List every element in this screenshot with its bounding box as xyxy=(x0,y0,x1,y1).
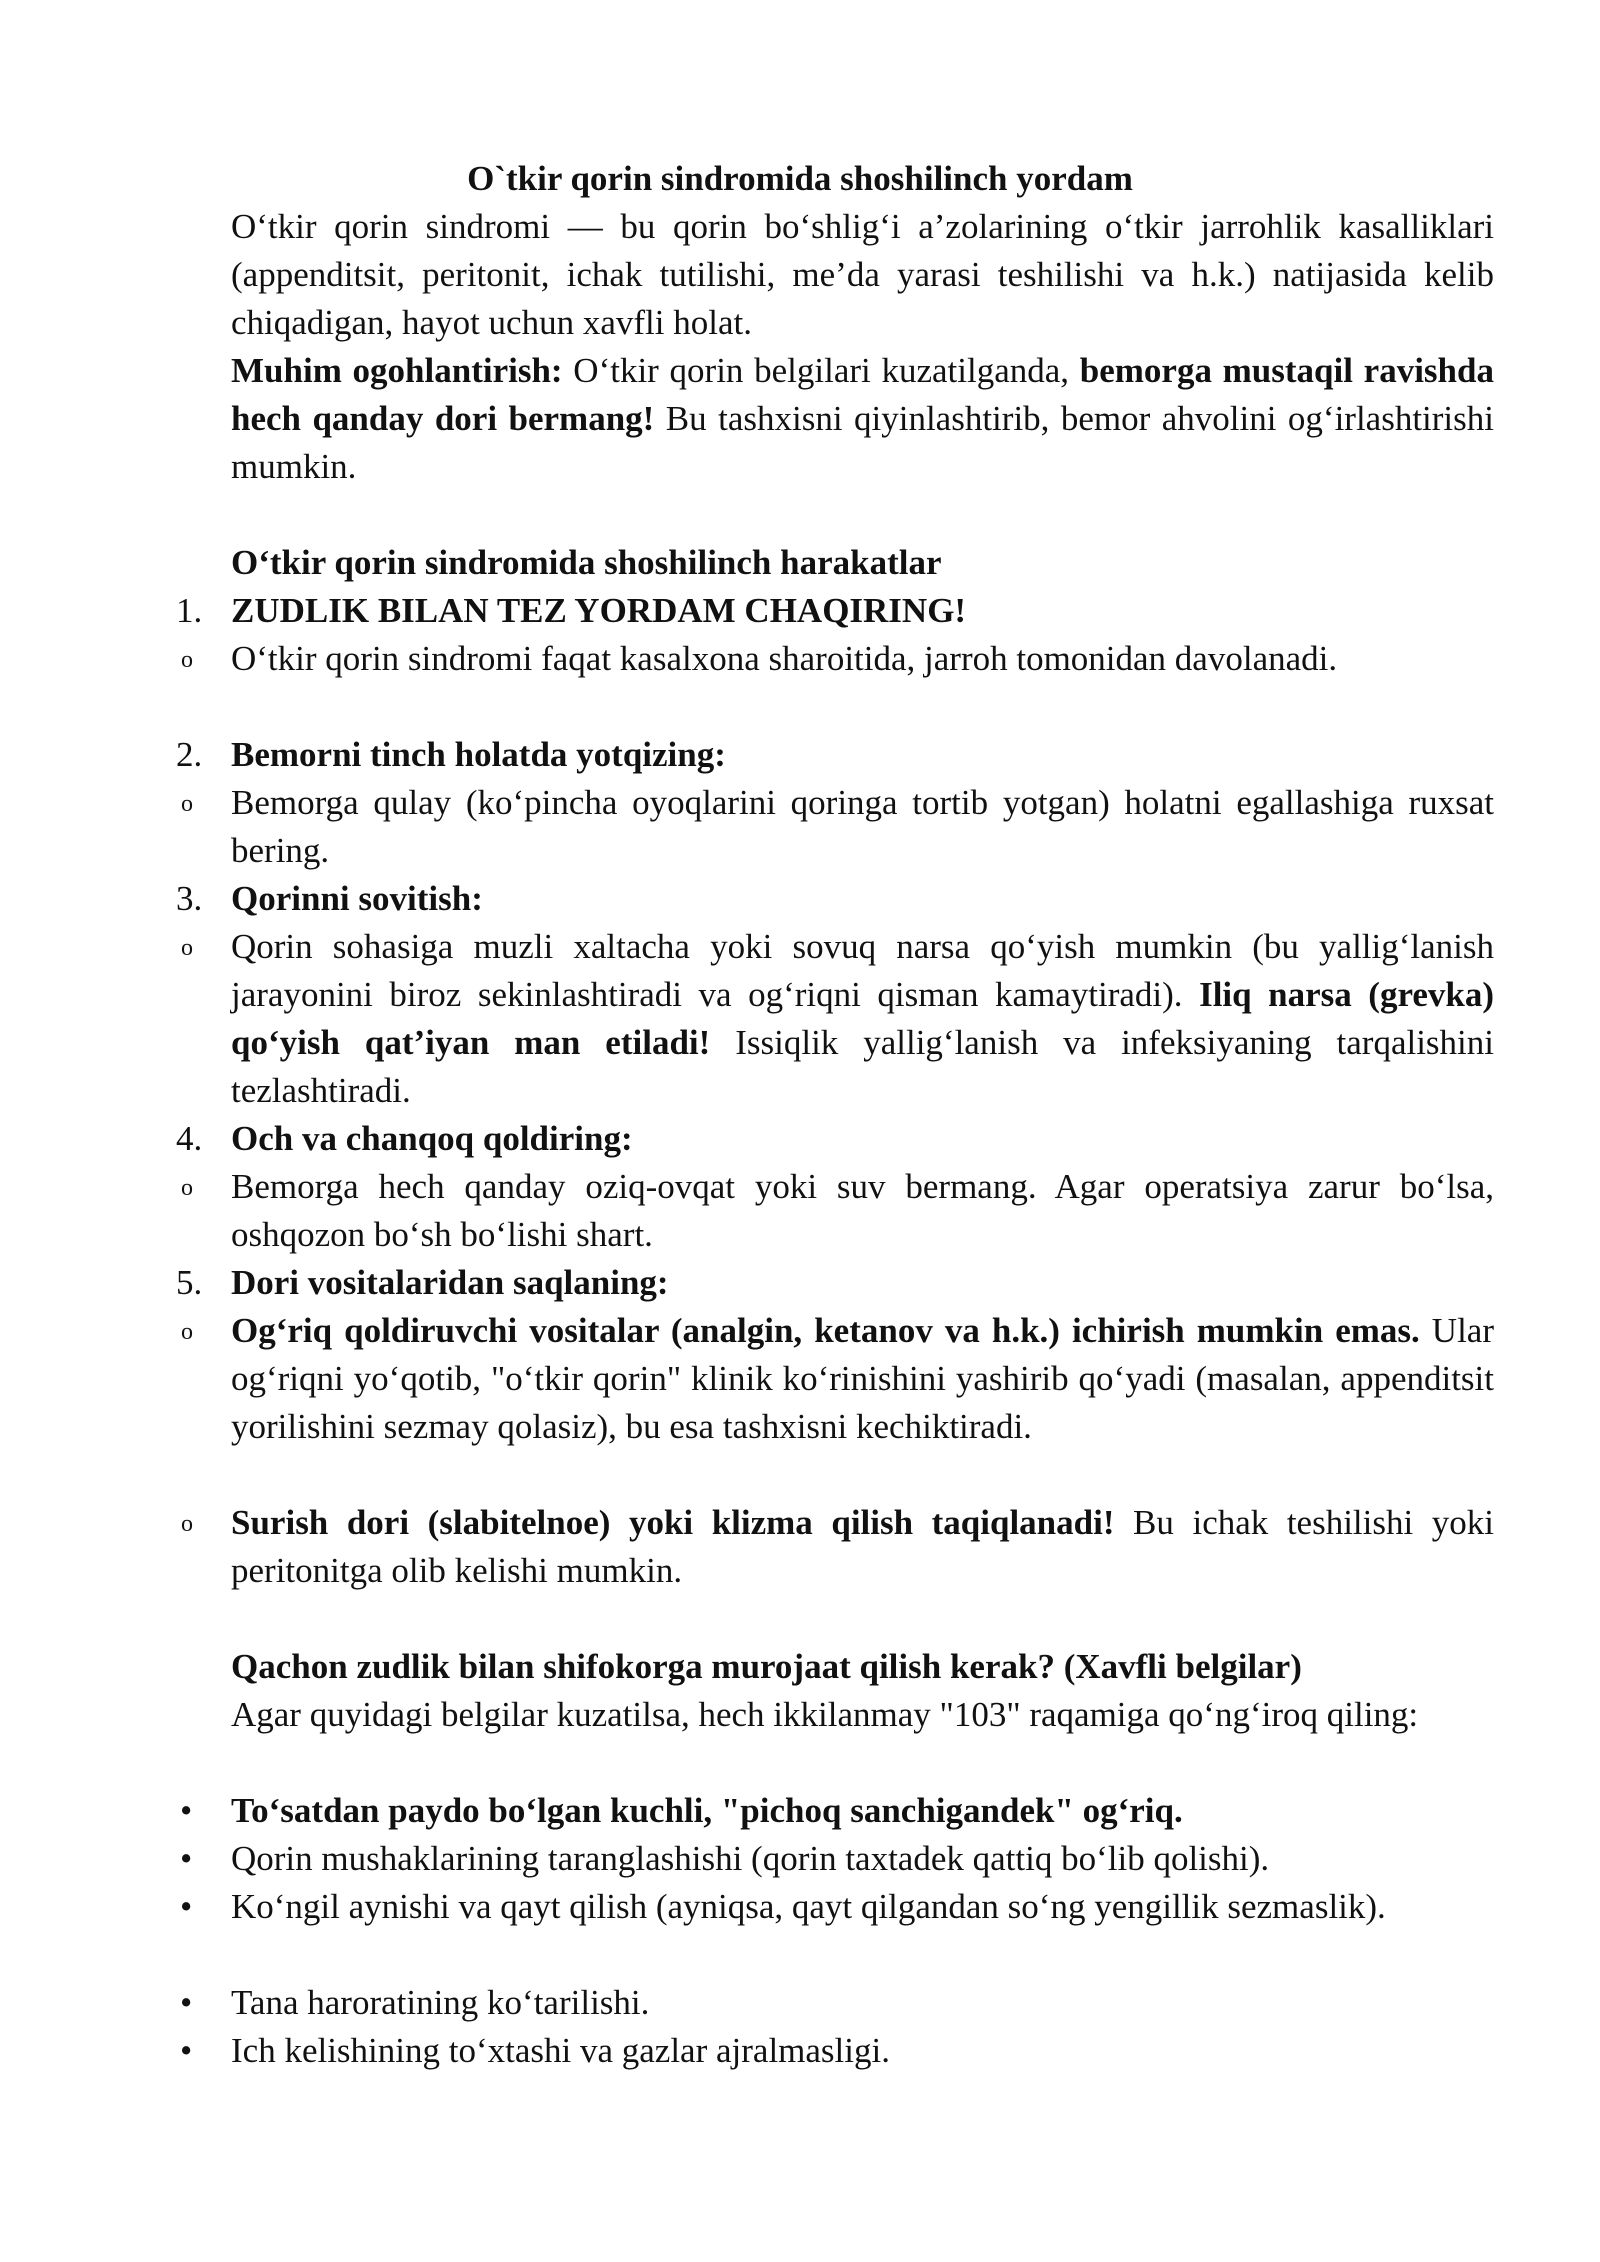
dot-bullet-icon: • xyxy=(180,1887,193,1926)
step-title: ZUDLIK BILAN TEZ YORDAM CHAQIRING! xyxy=(231,591,967,630)
intro-paragraph: O‘tkir qorin sindromi — bu qorin bo‘shlig‘i a’zolarining o‘tkir jarrohlik kasalliklari (appenditsit, peritonit, ichak tutilishi, me’da yarasi teshilishi va h.k.) natijasida kelib chiqadigan, hayot uchun xavfli holat. xyxy=(231,207,1494,342)
circle-bullet-icon: o xyxy=(181,1175,193,1201)
section2-intro: Agar quyidagi belgilar kuzatilsa, hech ikkilanmay "103" raqamiga qo‘ng‘iroq qiling: xyxy=(231,1695,1419,1734)
dot-bullet-icon: • xyxy=(180,2031,193,2070)
step-number: 3. xyxy=(176,879,203,918)
section2-heading: Qachon zudlik bilan shifokorga murojaat qilish kerak? (Xavfli belgilar) xyxy=(231,1647,1302,1686)
warning-label: Muhim ogohlantirish: xyxy=(231,351,563,390)
step-title: Och va chanqoq qoldiring: xyxy=(231,1119,633,1158)
danger-sign-item: Ko‘ngil aynishi va qayt qilish (ayniqsa, qayt qilgandan so‘ng yengillik sezmaslik). xyxy=(231,1887,1386,1926)
step-number: 5. xyxy=(176,1263,203,1302)
circle-bullet-icon: o xyxy=(181,1319,193,1345)
dot-bullet-icon: • xyxy=(180,1791,193,1830)
step-item xyxy=(231,1499,1494,1595)
circle-bullet-icon: o xyxy=(181,647,193,673)
warning-tail: Bu tashxisni qiyinlashtirib, bemor ahvolini og‘irlashtirishi mumkin. xyxy=(231,399,1495,486)
step-item: Bemorga qulay (ko‘pincha oyoqlarini qoringa tortib yotgan) holatni egallashiga ruxsat bering. xyxy=(231,783,1494,870)
warning-text: O‘tkir qorin belgilari kuzatilganda, xyxy=(562,351,1080,390)
warning-bold: bemorga mustaqil ravishda hech qanday dori bermang! xyxy=(231,351,1494,438)
step-number: 2. xyxy=(176,735,203,774)
step-item xyxy=(231,923,1494,1115)
step-item-text2: Issiqlik yallig‘lanish va infeksiyaning tarqalishini tezlashtiradi. xyxy=(231,1023,1494,1110)
step-title: Bemorni tinch holatda yotqizing: xyxy=(231,735,726,774)
step-item-bold: Surish dori (slabitelnoe) yoki klizma qilish taqiqlanadi! xyxy=(231,1503,1115,1542)
circle-bullet-icon: o xyxy=(181,935,193,961)
step-item-text: Ular og‘riqni yo‘qotib, "o‘tkir qorin" klinik ko‘rinishini yashirib qo‘yadi (masalan, appenditsit yorilishini sezmay qolasiz), bu esa tashxisni kechiktiradi. xyxy=(231,1311,1494,1446)
danger-sign-item: Qorin mushaklarining taranglashishi (qorin taxtadek qattiq bo‘lib qolishi). xyxy=(231,1839,1270,1878)
step-item xyxy=(231,1307,1494,1451)
step-item-text: Bu ichak teshilishi yoki peritonitga olib kelishi mumkin. xyxy=(231,1503,1495,1590)
step-number: 4. xyxy=(176,1119,203,1158)
step-item-bold: Iliq narsa (grevka) qo‘yish qat’iyan man etiladi! xyxy=(231,975,1494,1062)
danger-sign-item: Tana haroratining ko‘tarilishi. xyxy=(231,1983,650,2022)
dot-bullet-icon: • xyxy=(180,1983,193,2022)
step-number: 1. xyxy=(176,591,203,630)
step-item-text: Qorin sohasiga muzli xaltacha yoki sovuq narsa qo‘yish mumkin (bu yallig‘lanish jarayonini biroz sekinlashtiradi va og‘riqni qisman kamaytiradi). xyxy=(231,927,1494,1014)
dot-bullet-icon: • xyxy=(180,1839,193,1878)
danger-sign-item: Ich kelishining to‘xtashi va gazlar ajralmasligi. xyxy=(231,2031,890,2070)
step-item: Bemorga hech qanday oziq-ovqat yoki suv bermang. Agar operatsiya zarur bo‘lsa, oshqozon bo‘sh bo‘lishi shart. xyxy=(231,1167,1494,1254)
warning-paragraph xyxy=(231,347,1494,491)
step-item-bold: Og‘riq qoldiruvchi vositalar (analgin, ketanov va h.k.) ichirish mumkin emas. xyxy=(231,1311,1420,1350)
document-title: O`tkir qorin sindromida shoshilinch yordam xyxy=(467,159,1133,198)
circle-bullet-icon: o xyxy=(181,791,193,817)
step-title: Qorinni sovitish: xyxy=(231,879,483,918)
danger-sign-item: To‘satdan paydo bo‘lgan kuchli, "pichoq sanchigandek" og‘riq. xyxy=(231,1791,1183,1830)
circle-bullet-icon: o xyxy=(181,1511,193,1537)
section1-heading: O‘tkir qorin sindromida shoshilinch harakatlar xyxy=(231,543,942,582)
step-item: O‘tkir qorin sindromi faqat kasalxona sharoitida, jarroh tomonidan davolanadi. xyxy=(231,639,1338,678)
step-title: Dori vositalaridan saqlaning: xyxy=(231,1263,669,1302)
